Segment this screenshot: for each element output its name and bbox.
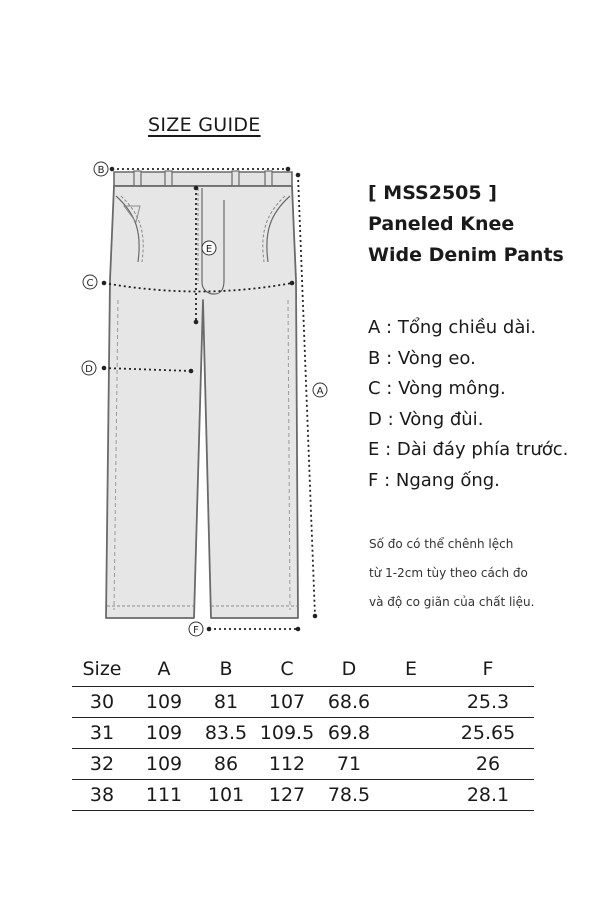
- cell-a: 109: [132, 687, 196, 718]
- label-a: A: [316, 386, 324, 397]
- table-row: [72, 687, 534, 718]
- cell-f: 25.65: [442, 718, 534, 749]
- cell-c: 127: [256, 780, 318, 811]
- legend-item-e: E : Dài đáy phía trước.: [368, 439, 569, 460]
- header-a: A: [157, 658, 171, 680]
- header-c: C: [280, 658, 294, 680]
- pants-illustration: [106, 171, 298, 618]
- cell-b: 101: [196, 780, 256, 811]
- cell-d: 78.5: [318, 780, 380, 811]
- cell-size: 38: [72, 780, 132, 811]
- cell-c: 112: [256, 749, 318, 780]
- size-guide-title: SIZE GUIDE: [148, 114, 261, 136]
- cell-e: [380, 780, 442, 811]
- note-line: Số đo có thể chênh lệch: [369, 537, 514, 551]
- product-name-line2: Wide Denim Pants: [368, 244, 564, 266]
- legend-item-f: F : Ngang ống.: [368, 469, 500, 491]
- cell-a: 111: [132, 780, 196, 811]
- table-header-row: [72, 652, 534, 687]
- note-line: từ 1-2cm tùy theo cách đo: [369, 566, 528, 580]
- cell-c: 109.5: [256, 718, 318, 749]
- legend-item-c: C : Vòng mông.: [368, 378, 506, 399]
- header-d: D: [341, 658, 357, 680]
- label-b: B: [97, 165, 105, 176]
- cell-e: [380, 718, 442, 749]
- table-row: [72, 749, 534, 780]
- cell-e: [380, 749, 442, 780]
- measurement-legend: [368, 313, 568, 496]
- measure-hem-f: [189, 622, 300, 636]
- cell-f: 25.3: [442, 687, 534, 718]
- label-e: E: [205, 244, 213, 255]
- cell-b: 81: [196, 687, 256, 718]
- cell-d: 68.6: [318, 687, 380, 718]
- note-line: và độ co giãn của chất liệu.: [369, 595, 535, 609]
- legend-item-b: B : Vòng eo.: [368, 347, 476, 369]
- cell-f: 28.1: [442, 780, 534, 811]
- cell-f: 26: [442, 749, 534, 780]
- cell-d: 71: [318, 749, 380, 780]
- cell-b: 86: [196, 749, 256, 780]
- cell-size: 32: [72, 749, 132, 780]
- header-size: Size: [82, 658, 122, 680]
- cell-a: 109: [132, 749, 196, 780]
- cell-c: 107: [256, 687, 318, 718]
- header-f: F: [482, 658, 494, 680]
- cell-b: 83.5: [196, 718, 256, 749]
- header-b: B: [219, 658, 233, 680]
- cell-a: 109: [132, 718, 196, 749]
- cell-size: 31: [72, 718, 132, 749]
- label-d: D: [85, 364, 93, 375]
- label-f: F: [193, 625, 199, 636]
- header-e: E: [404, 658, 417, 680]
- table-row: [72, 780, 534, 811]
- measure-length-a: [296, 173, 327, 619]
- legend-item-d: D : Vòng đùi.: [368, 408, 484, 430]
- size-table: [72, 652, 534, 811]
- measurement-note: [369, 530, 534, 617]
- legend-item-a: A : Tổng chiều dài.: [368, 317, 537, 338]
- product-info: [368, 178, 564, 271]
- product-name-line1: Paneled Knee: [368, 213, 515, 235]
- cell-size: 30: [72, 687, 132, 718]
- cell-e: [380, 687, 442, 718]
- label-c: C: [86, 278, 94, 289]
- cell-d: 69.8: [318, 718, 380, 749]
- product-code: [ MSS2505 ]: [368, 182, 497, 204]
- table-row: [72, 718, 534, 749]
